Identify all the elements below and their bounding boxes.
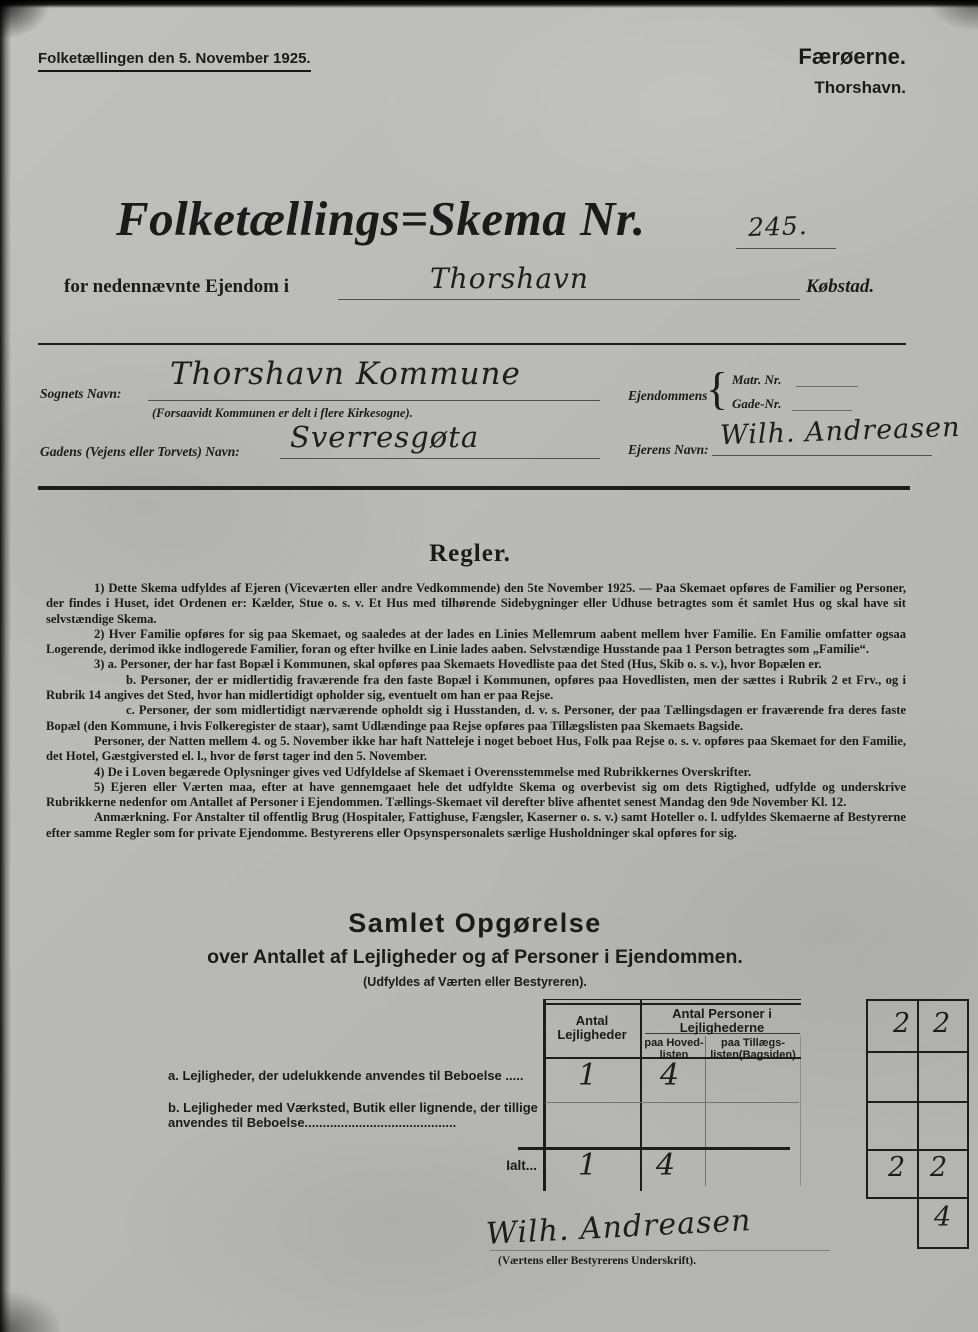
rule-paragraph: Personer, der Natten mellem 4. og 5. November ikke har haft Natteleje i noget beboet Hus, Folk paa Rejse o. s. v. opføres paa Skemaet for den Familie, det Hotel, Gæstgiversted el. l., hvor de først tager ind den 5. November. [46, 733, 906, 764]
brace-glyph: { [706, 363, 729, 414]
street-name-handwritten: Sverresgøta [290, 420, 480, 454]
form-title: Folketællings=Skema Nr. [116, 191, 646, 246]
row-a-main-list-value: 4 [660, 1058, 681, 1093]
column-header-persons: Antal Personer i Lejlighederne [672, 1006, 772, 1035]
tally-cell-value: 2 [893, 1008, 912, 1039]
street-name-line [280, 458, 600, 459]
rule-paragraph: 1) Dette Skema udfyldes af Ejeren (Viceværten eller andre Vedkommende) den 5te November 1925. — Paa Skemaet opføres de Familier og Personer, der findes i Huset, idet Ordenen er: Kælder, Stue o. s. v. Et Hus med tilhørende Sidebygninger eller Udhuse betragtes som ét samlet Hus og skal have sit selvstændige Skema. [46, 581, 906, 626]
form-number-handwritten: 245. [747, 210, 809, 243]
table-total-separator-line [518, 1147, 790, 1150]
rule-paragraph: 4) De i Loven begærede Oplysninger gives ved Udfyldelse af Skemaet i Overensstemmelse med Rubrikkernes Overskrifter. [94, 764, 752, 779]
parish-name-label: Sognets Navn: [40, 386, 122, 401]
scan-corner-bottom-left [0, 1292, 60, 1332]
grid-line [967, 999, 969, 1249]
tally-cell-value: 2 [888, 1152, 907, 1183]
subtitle-town-handwritten: Thorshavn [430, 262, 589, 295]
rule-paragraph: 5) Ejeren eller Værten maa, efter at have gennemgaaet hele det udfyldte Skema og overbevist sig om dets Rigtighed, udfylde og underskrive Rubrikkerne nedenfor om Antallet af Personer i Ejendommen. Tællings-Skemaet vil derefter blive afhentet senest Mandag den 9de November Kl. 12. [46, 779, 906, 810]
matr-nr-line [796, 386, 858, 387]
parish-name-line [148, 400, 600, 401]
tally-cell-value: 2 [930, 1152, 949, 1183]
rule-paragraph: Anmærkning. For Anstalter til offentlig Brug (Hospitaler, Fattighuse, Fængsler, Kaserner o. s. v.) samt Hoteller o. l. udfyldes Skemaerne af Bestyrerne efter samme Regler som for private Ejendomme. Bestyrerens eller Opsynspersonalets særlige Husholdninger skal opføres for sig. [46, 810, 906, 840]
signature-line [490, 1250, 830, 1251]
form-number-line [736, 248, 836, 249]
row-a-label: a. Lejligheder, der udelukkende anvendes til Beboelse ..... [168, 1068, 524, 1083]
signature-handwritten: Wilh. Andreasen [485, 1203, 753, 1252]
column-header-main-list: paa Hoved-listen [644, 1037, 704, 1061]
parish-name-handwritten: Thorshavn Kommune [170, 356, 521, 392]
summary-note: (Udfyldes af Værten eller Bestyreren). [363, 975, 587, 989]
gade-nr-label: Gade-Nr. [732, 396, 782, 411]
grid-line [866, 999, 868, 1199]
table-top-line-thick [543, 1003, 801, 1005]
total-main-list-value: 4 [656, 1148, 677, 1183]
subtitle-prefix: for nedennævnte Ejendom i [64, 276, 290, 297]
table-vline-right [800, 1036, 801, 1186]
table-vline-sub [705, 1036, 706, 1186]
column-header-apartments: Antal Lejligheder [557, 1013, 627, 1042]
parish-note: (Forsaavidt Kommunen er delt i flere Kirkesogne). [152, 406, 413, 420]
rule-paragraph: 2) Hver Familie opføres for sig paa Skemaet, og saaledes at der lades en Linies Mellemrum aabent mellem hver Familie. En Familie omfatter ogsaa Logerende, derimod ikke indlogerede Familier, foran og efter hvilke en Linie lades aaben. Selvstændige Husstande paa 1 Person betragtes som „Familie“. [46, 626, 906, 657]
grid-line [917, 999, 919, 1249]
scan-corner-top-right [930, 0, 978, 30]
table-row-a-bottom-line [545, 1102, 799, 1103]
property-label: Ejendommens [628, 388, 708, 403]
owner-name-handwritten: Wilh. Andreasen [719, 411, 961, 452]
summary-title: Samlet Opgørelse [348, 908, 602, 938]
divider-line-1 [38, 343, 906, 345]
scan-edge-left [0, 0, 11, 1332]
rule-paragraph: 3) a. Personer, der har fast Bopæl i Kommunen, skal opføres paa Skemaets Hovedliste paa det Sted (Hus, Skib o. s. v.), hvor Bopælen er. [94, 657, 822, 672]
table-vline-mid [640, 999, 642, 1191]
city-heading: Thorshavn. [814, 78, 906, 97]
signature-caption: (Værtens eller Bestyrerens Underskrift). [498, 1255, 697, 1267]
row-b-label: b. Lejligheder med Værksted, Butik eller lignende, der tillige anvendes til Beboelse.......................................... [168, 1100, 538, 1130]
rules-heading: Regler. [429, 540, 511, 567]
subtitle-line [338, 299, 800, 300]
census-date-heading: Folketællingen den 5. November 1925. [38, 50, 311, 72]
owner-name-label: Ejerens Navn: [628, 442, 709, 457]
tally-cell-value: 4 [934, 1202, 953, 1233]
rule-paragraph: b. Personer, der er midlertidig fraværende fra den faste Bopæl i Kommunen, opføres paa Hovedlisten, men der sættes i Rubrik 2 et Frv., og i Rubrik 14 angives det Sted, hvor han midlertidigt opholder sig, eventuelt om han er paa Rejse. [46, 672, 906, 703]
scan-corner-top-left [0, 0, 52, 40]
summary-subtitle: over Antallet af Lejligheder og af Personer i Ejendommen. [207, 946, 743, 968]
matr-nr-label: Matr. Nr. [732, 372, 782, 387]
total-row-label: Ialt... [506, 1158, 537, 1173]
scan-edge-top [0, 0, 978, 8]
table-top-line-thin [543, 999, 801, 1000]
street-name-label: Gadens (Vejens eller Torvets) Navn: [40, 444, 240, 459]
owner-name-line [712, 455, 932, 456]
tally-cell-value: 2 [933, 1008, 952, 1039]
subtitle-suffix: Købstad. [806, 276, 875, 297]
divider-line-2 [38, 486, 910, 490]
total-apartments-value: 1 [578, 1148, 599, 1183]
region-heading: Færøerne. [798, 44, 906, 69]
column-header-supplement-list: paa Tillægs-listen(Bagsiden) [710, 1037, 796, 1061]
gade-nr-line [792, 410, 852, 411]
grid-line [917, 1247, 969, 1249]
rules-text-block [46, 581, 906, 841]
rule-paragraph: c. Personer, der som midlertidigt nærværende opholdt sig i Husstanden, d. v. s. Personer, der paa Tællingsdagen er fraværende fra deres faste Bopæl (den Kommune, i hvis Folkeregister de staar), samt Udlændinge paa Rejse opføres paa Tillægslisten paa Skemaets Bagside. [46, 703, 906, 733]
row-a-apartments-value: 1 [578, 1058, 599, 1093]
